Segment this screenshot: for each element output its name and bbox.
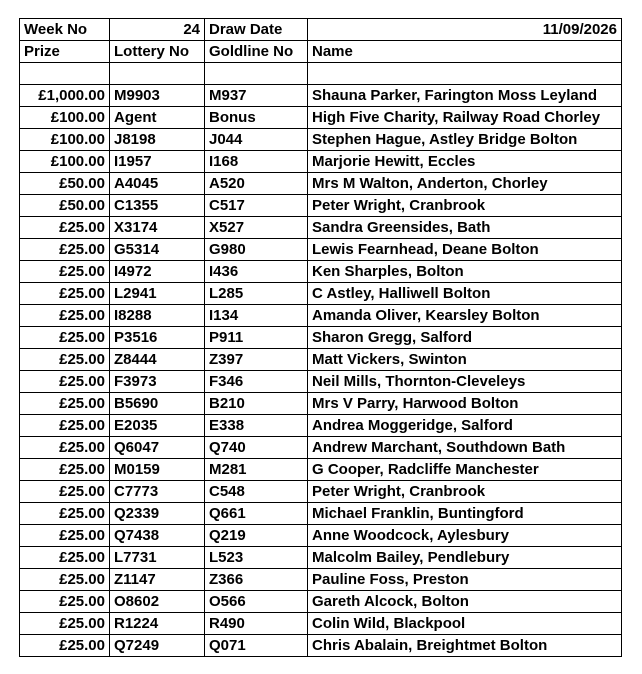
lottery-no-cell: G5314 bbox=[110, 239, 205, 261]
winner-name-cell: Gareth Alcock, Bolton bbox=[308, 591, 622, 613]
lottery-no-cell: R1224 bbox=[110, 613, 205, 635]
header-info-row bbox=[20, 19, 622, 41]
column-header-row bbox=[20, 41, 622, 63]
table-row bbox=[20, 151, 622, 173]
lottery-no-cell: M0159 bbox=[110, 459, 205, 481]
prize-cell: £25.00 bbox=[20, 239, 110, 261]
winner-name-cell: C Astley, Halliwell Bolton bbox=[308, 283, 622, 305]
draw-date-label: Draw Date bbox=[205, 19, 308, 41]
lottery-no-cell: E2035 bbox=[110, 415, 205, 437]
lottery-no-cell: B5690 bbox=[110, 393, 205, 415]
winner-name-cell: Mrs V Parry, Harwood Bolton bbox=[308, 393, 622, 415]
week-no-label: Week No bbox=[20, 19, 110, 41]
prize-cell: £25.00 bbox=[20, 459, 110, 481]
goldline-no-cell: I168 bbox=[205, 151, 308, 173]
winner-name-cell: Chris Abalain, Breightmet Bolton bbox=[308, 635, 622, 657]
goldline-no-cell: C517 bbox=[205, 195, 308, 217]
blank-cell bbox=[110, 63, 205, 85]
table-row bbox=[20, 481, 622, 503]
table-row bbox=[20, 459, 622, 481]
winner-name-cell: Ken Sharples, Bolton bbox=[308, 261, 622, 283]
goldline-no-cell: P911 bbox=[205, 327, 308, 349]
table-row bbox=[20, 85, 622, 107]
lottery-no-cell: J8198 bbox=[110, 129, 205, 151]
lottery-no-cell: I1957 bbox=[110, 151, 205, 173]
table-row bbox=[20, 239, 622, 261]
winner-name-cell: Amanda Oliver, Kearsley Bolton bbox=[308, 305, 622, 327]
lottery-no-cell: Q7249 bbox=[110, 635, 205, 657]
winner-name-cell: Malcolm Bailey, Pendlebury bbox=[308, 547, 622, 569]
winner-name-cell: Peter Wright, Cranbrook bbox=[308, 481, 622, 503]
prize-cell: £25.00 bbox=[20, 217, 110, 239]
week-no-value: 24 bbox=[110, 19, 205, 41]
lottery-no-cell: X3174 bbox=[110, 217, 205, 239]
table-row bbox=[20, 415, 622, 437]
winner-name-cell: Shauna Parker, Farington Moss Leyland bbox=[308, 85, 622, 107]
lottery-no-cell: Q7438 bbox=[110, 525, 205, 547]
table-row bbox=[20, 525, 622, 547]
prize-cell: £25.00 bbox=[20, 503, 110, 525]
lottery-no-cell: Z8444 bbox=[110, 349, 205, 371]
lottery-no-cell: Q6047 bbox=[110, 437, 205, 459]
prize-cell: £25.00 bbox=[20, 305, 110, 327]
winner-name-cell: Matt Vickers, Swinton bbox=[308, 349, 622, 371]
draw-results-table bbox=[19, 18, 622, 657]
table-row bbox=[20, 547, 622, 569]
goldline-no-cell: E338 bbox=[205, 415, 308, 437]
prize-cell: £50.00 bbox=[20, 173, 110, 195]
prize-cell: £100.00 bbox=[20, 129, 110, 151]
table-row bbox=[20, 393, 622, 415]
table-row bbox=[20, 371, 622, 393]
prize-cell: £25.00 bbox=[20, 437, 110, 459]
goldline-no-cell: L523 bbox=[205, 547, 308, 569]
goldline-no-cell: Bonus bbox=[205, 107, 308, 129]
table-row bbox=[20, 173, 622, 195]
table-row bbox=[20, 305, 622, 327]
goldline-no-cell: B210 bbox=[205, 393, 308, 415]
goldline-no-cell: Q661 bbox=[205, 503, 308, 525]
table-row bbox=[20, 635, 622, 657]
goldline-no-cell: M281 bbox=[205, 459, 308, 481]
lottery-no-cell: L2941 bbox=[110, 283, 205, 305]
goldline-no-cell: Q071 bbox=[205, 635, 308, 657]
prize-cell: £25.00 bbox=[20, 547, 110, 569]
lottery-no-cell: I4972 bbox=[110, 261, 205, 283]
winner-name-cell: Peter Wright, Cranbrook bbox=[308, 195, 622, 217]
goldline-no-cell: Z397 bbox=[205, 349, 308, 371]
goldline-no-cell: O566 bbox=[205, 591, 308, 613]
goldline-no-cell: J044 bbox=[205, 129, 308, 151]
name-column-header: Name bbox=[308, 41, 622, 63]
winner-name-cell: Neil Mills, Thornton-Cleveleys bbox=[308, 371, 622, 393]
blank-cell bbox=[205, 63, 308, 85]
goldline-no-cell: A520 bbox=[205, 173, 308, 195]
winner-name-cell: Anne Woodcock, Aylesbury bbox=[308, 525, 622, 547]
prize-cell: £1,000.00 bbox=[20, 85, 110, 107]
winner-name-cell: Pauline Foss, Preston bbox=[308, 569, 622, 591]
lottery-no-cell: Agent bbox=[110, 107, 205, 129]
lottery-no-cell: Z1147 bbox=[110, 569, 205, 591]
goldline-no-cell: I436 bbox=[205, 261, 308, 283]
goldline-no-cell: I134 bbox=[205, 305, 308, 327]
table-row bbox=[20, 107, 622, 129]
goldline-no-cell: F346 bbox=[205, 371, 308, 393]
table-row bbox=[20, 569, 622, 591]
winner-name-cell: Colin Wild, Blackpool bbox=[308, 613, 622, 635]
winner-name-cell: Stephen Hague, Astley Bridge Bolton bbox=[308, 129, 622, 151]
winner-name-cell: G Cooper, Radcliffe Manchester bbox=[308, 459, 622, 481]
goldline-no-cell: L285 bbox=[205, 283, 308, 305]
prize-column-header: Prize bbox=[20, 41, 110, 63]
prize-cell: £100.00 bbox=[20, 107, 110, 129]
blank-cell bbox=[308, 63, 622, 85]
lottery-no-cell: O8602 bbox=[110, 591, 205, 613]
table-row bbox=[20, 591, 622, 613]
prize-cell: £25.00 bbox=[20, 371, 110, 393]
goldline-no-cell: Z366 bbox=[205, 569, 308, 591]
prize-cell: £25.00 bbox=[20, 393, 110, 415]
prize-cell: £25.00 bbox=[20, 591, 110, 613]
prize-cell: £25.00 bbox=[20, 635, 110, 657]
lottery-no-cell: P3516 bbox=[110, 327, 205, 349]
table-row bbox=[20, 129, 622, 151]
lottery-no-column-header: Lottery No bbox=[110, 41, 205, 63]
prize-cell: £25.00 bbox=[20, 569, 110, 591]
lottery-no-cell: F3973 bbox=[110, 371, 205, 393]
lottery-no-cell: M9903 bbox=[110, 85, 205, 107]
winner-name-cell: Andrea Moggeridge, Salford bbox=[308, 415, 622, 437]
winner-name-cell: Michael Franklin, Buntingford bbox=[308, 503, 622, 525]
table-row bbox=[20, 327, 622, 349]
lottery-no-cell: Q2339 bbox=[110, 503, 205, 525]
draw-date-value: 11/09/2026 bbox=[308, 19, 622, 41]
goldline-no-cell: M937 bbox=[205, 85, 308, 107]
table-row bbox=[20, 283, 622, 305]
table-row bbox=[20, 217, 622, 239]
prize-cell: £100.00 bbox=[20, 151, 110, 173]
table-row bbox=[20, 613, 622, 635]
lottery-no-cell: A4045 bbox=[110, 173, 205, 195]
goldline-no-cell: Q740 bbox=[205, 437, 308, 459]
prize-cell: £25.00 bbox=[20, 415, 110, 437]
prize-cell: £50.00 bbox=[20, 195, 110, 217]
goldline-no-cell: C548 bbox=[205, 481, 308, 503]
winner-name-cell: Marjorie Hewitt, Eccles bbox=[308, 151, 622, 173]
table-row bbox=[20, 437, 622, 459]
blank-cell bbox=[20, 63, 110, 85]
table-row bbox=[20, 503, 622, 525]
lottery-no-cell: L7731 bbox=[110, 547, 205, 569]
prize-cell: £25.00 bbox=[20, 481, 110, 503]
prize-cell: £25.00 bbox=[20, 283, 110, 305]
winner-name-cell: Sharon Gregg, Salford bbox=[308, 327, 622, 349]
table-row bbox=[20, 261, 622, 283]
winner-name-cell: Mrs M Walton, Anderton, Chorley bbox=[308, 173, 622, 195]
winner-name-cell: Sandra Greensides, Bath bbox=[308, 217, 622, 239]
prize-cell: £25.00 bbox=[20, 261, 110, 283]
winner-name-cell: Lewis Fearnhead, Deane Bolton bbox=[308, 239, 622, 261]
prize-cell: £25.00 bbox=[20, 327, 110, 349]
table-row bbox=[20, 349, 622, 371]
lottery-no-cell: C7773 bbox=[110, 481, 205, 503]
winner-name-cell: Andrew Marchant, Southdown Bath bbox=[308, 437, 622, 459]
blank-row bbox=[20, 63, 622, 85]
prize-cell: £25.00 bbox=[20, 613, 110, 635]
goldline-no-cell: G980 bbox=[205, 239, 308, 261]
lottery-no-cell: C1355 bbox=[110, 195, 205, 217]
prize-cell: £25.00 bbox=[20, 349, 110, 371]
winner-name-cell: High Five Charity, Railway Road Chorley bbox=[308, 107, 622, 129]
goldline-no-cell: Q219 bbox=[205, 525, 308, 547]
goldline-no-cell: R490 bbox=[205, 613, 308, 635]
prize-cell: £25.00 bbox=[20, 525, 110, 547]
results-sheet bbox=[19, 18, 621, 657]
table-row bbox=[20, 195, 622, 217]
lottery-no-cell: I8288 bbox=[110, 305, 205, 327]
goldline-no-cell: X527 bbox=[205, 217, 308, 239]
goldline-no-column-header: Goldline No bbox=[205, 41, 308, 63]
